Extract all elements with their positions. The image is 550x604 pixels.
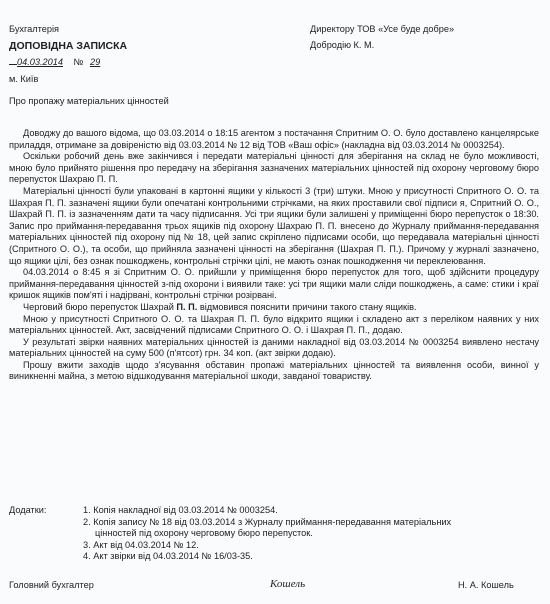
- attachment-item: 2. Копія запису № 18 від 03.03.2014 з Журналу приймання-передавання матеріальних: [83, 516, 452, 527]
- attachments-block: [9, 505, 539, 563]
- attachment-item: 3. Акт від 04.03.2014 № 12.: [83, 539, 199, 550]
- document-number: 29: [89, 57, 101, 67]
- attachments-label: Додатки:: [9, 505, 47, 515]
- body-paragraph-5: [9, 302, 539, 314]
- city: м. Київ: [9, 74, 39, 84]
- attachment-item: 1. Копія накладної від 03.03.2014 № 0003254.: [83, 505, 278, 515]
- attachments-list: [59, 505, 451, 563]
- signature: Кошель: [270, 578, 306, 590]
- body-paragraph-7: У результаті звірки наявних матеріальних цінностей із даними накладної від 03.03.2014 № 0003254 виявлено нестачу матеріальних цінностей на суму 500 (п'ятсот) грн. 34 коп. (акт звірки додаю).: [9, 336, 539, 359]
- attachment-item: цінностей під охорону черговому бюро перепусток.: [95, 528, 313, 539]
- body-paragraph-1: Доводжу до вашого відома, що 03.03.2014 о 18:15 агентом з постачання Спритним О. О. було доставлено канцелярське приладдя, отримане за довіреністю від 03.03.2014 № 12 від ТОВ «Ваш офіс» (накладна від 03.03.2014 № 0003254).: [9, 128, 539, 150]
- addressee-name: Добродію К. М.: [310, 40, 375, 50]
- body-paragraph-6: Мною у присутності Спритного О. О. та Шахрая П. П. було відкрито ящики і складено акт з переліком наявних у них матеріальних цінностей. Акт, засвідчений підписами Спритного О. О. і Шахрая П. П., додаю.: [9, 313, 539, 336]
- body-paragraph-4: 04.03.2014 о 8:45 я зі Спритним О. О. прийшли у приміщення бюро перепусток для того, щоб здійснити процедуру приймання-передавання цінностей з-під охорони і виявили таке: усі три ящики мали сліди пошкоджень, а саме: стики і краї кришок ящиків пом'яті і надірвані, контрольні стрічки розірвані.: [9, 267, 539, 301]
- signer-position: Головний бухгалтер: [9, 580, 94, 590]
- document-type: ДОПОВІДНА ЗАПИСКА: [9, 40, 128, 52]
- p5-text-pre: Черговий бюро перепусток Шахрай: [23, 301, 177, 312]
- memo-body: [9, 128, 539, 383]
- body-paragraph-2: Оскільки робочий день вже закінчився і передати матеріальні цінності для зберігання на склад не було можливості, мною було прийнято рішення про передачу на зберігання зазначених матеріальних цінностей під охорону черговому бюро перепусток Шахраю П. П.: [9, 151, 539, 185]
- signer-name: Н. А. Кошель: [458, 580, 514, 590]
- department-label: Бухгалтерія: [9, 24, 59, 34]
- attachment-item: 4. Акт звірки від 04.03.2014 № 16/03-35.: [83, 551, 253, 562]
- p5-text-post: відмовився пояснити причини такого стану ящиків.: [197, 301, 417, 312]
- document-date-number: [9, 57, 100, 67]
- body-paragraph-3: Матеріальні цінності були упаковані в картонні ящики у кількості 3 (три) штуки. Мною у присутності Спритного О. О. та Шахрая П. П. зазначені ящики були опечатані контрольними стрічками, на яких проставили свої підписи я, Спритний О. О., Шахрай П. П. із зазначенням дати та часу підписання. Усі три ящики були залишені у приміщенні бюро перепусток о 18:30. Запис про приймання-передавання трьох ящиків під охорону Шахраю П. П. внесено до Журналу приймання-передавання матеріальних цінностей під охорону під № 18, цей запис скріплено підписами особи, що передавала матеріальні цінності (Спритного О. О.), та особи, що прийняла зазначені цінності на зберігання (Шахрая П. П.). Причому у журналі зазначено, що ящики цілі, без ознак пошкоджень, контрольні стрічки цілі, не мають ознак пошкодження чи переклеювання.: [9, 185, 539, 266]
- body-paragraph-8: Прошу вжити заходів щодо з'ясування обставин пропажі матеріальних цінностей та виявлення особи, винної у виникненні майна, з метою відшкодування матеріальної шкоди, завданої товариству.: [9, 359, 539, 382]
- addressee-position: Директору ТОВ «Усе буде добре»: [310, 24, 455, 34]
- p5-text-bold: П. П.: [176, 301, 198, 312]
- number-sign: №: [73, 57, 84, 67]
- subject: Про пропажу матеріальних цінностей: [9, 96, 169, 106]
- document-date: 04.03.2014: [17, 57, 63, 67]
